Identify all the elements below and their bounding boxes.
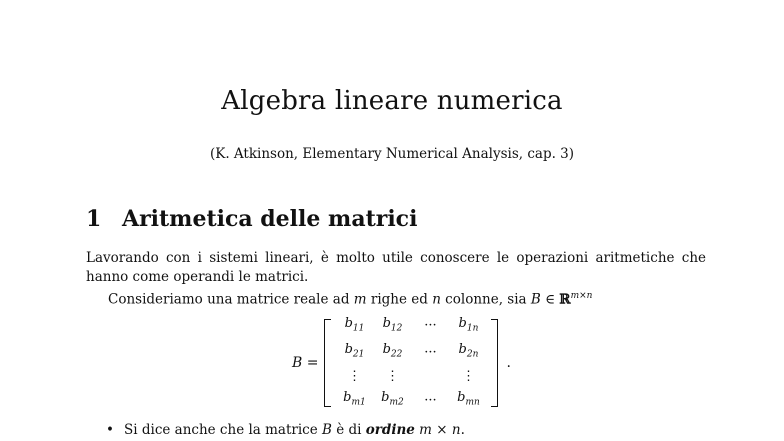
- matrix-cell: ···: [424, 392, 437, 408]
- math-m: m: [353, 291, 367, 308]
- emphasized-term: ordine: [365, 422, 415, 438]
- matrix-cell: ⋮: [347, 368, 361, 384]
- matrix-cell: $b_{12}$: [382, 315, 403, 334]
- math-n: n: [432, 291, 441, 308]
- matrix-row: [335, 313, 487, 340]
- math-order: m × n: [419, 422, 461, 438]
- section-number: 1: [86, 206, 102, 232]
- matrix-row: [335, 387, 487, 414]
- matrix-cell: ⋮: [385, 368, 399, 384]
- matrix-cell: [411, 366, 449, 387]
- right-bracket: [491, 319, 498, 407]
- paper-title: Algebra lineare numerica: [221, 86, 563, 116]
- matrix-cell: $b_{22}$: [382, 342, 403, 360]
- paragraph-1: Lavorando con i sistemi lineari, è molto utile conoscere le operazioni aritmetiche che hanno come operandi le matrici.: [86, 250, 706, 285]
- math-superscript: m×n: [570, 291, 593, 301]
- matrix-cell: $b_{21}$: [344, 342, 365, 360]
- text-span: colonne, sia: [440, 291, 531, 308]
- left-bracket: [324, 319, 331, 407]
- math-reals: ℝ: [559, 291, 571, 308]
- matrix-cell: $b_{11}$: [344, 315, 365, 334]
- math-B: B: [322, 422, 332, 438]
- matrix-cell: ···: [424, 345, 437, 360]
- matrix-lhs: B =: [292, 355, 319, 371]
- bullet-item: [106, 421, 465, 440]
- bullet-marker: •: [106, 422, 114, 438]
- matrix-cell: $b_{1n}$: [458, 315, 479, 334]
- matrix-cell: $b_{mn}$: [457, 389, 480, 408]
- text-span: Si dice anche che la matrice: [124, 422, 323, 438]
- matrix-cell: $b_{m2}$: [381, 389, 404, 408]
- matrix-row: [335, 366, 487, 387]
- paragraph-2: [86, 287, 706, 310]
- section-title: Aritmetica delle matrici: [122, 206, 418, 232]
- section-heading: [86, 206, 417, 232]
- math-in: ∈: [540, 291, 560, 308]
- matrix-period: .: [506, 355, 511, 371]
- text-span: è di: [331, 422, 366, 438]
- text-span: .: [460, 422, 465, 438]
- matrix-table: [335, 313, 487, 414]
- matrix-row: [335, 339, 487, 366]
- paper-subtitle: (K. Atkinson, Elementary Numerical Analysis, cap. 3): [209, 146, 575, 162]
- matrix-cell: $b_{m1}$: [343, 389, 366, 408]
- matrix-cell: ···: [424, 318, 437, 334]
- text-span: righe ed: [366, 291, 433, 308]
- text-span: Consideriamo una matrice reale ad: [108, 291, 354, 308]
- matrix-cell: ⋮: [461, 368, 475, 384]
- matrix-cell: $b_{2n}$: [458, 342, 479, 360]
- matrix-equation: [292, 315, 511, 408]
- math-B: B: [530, 291, 541, 308]
